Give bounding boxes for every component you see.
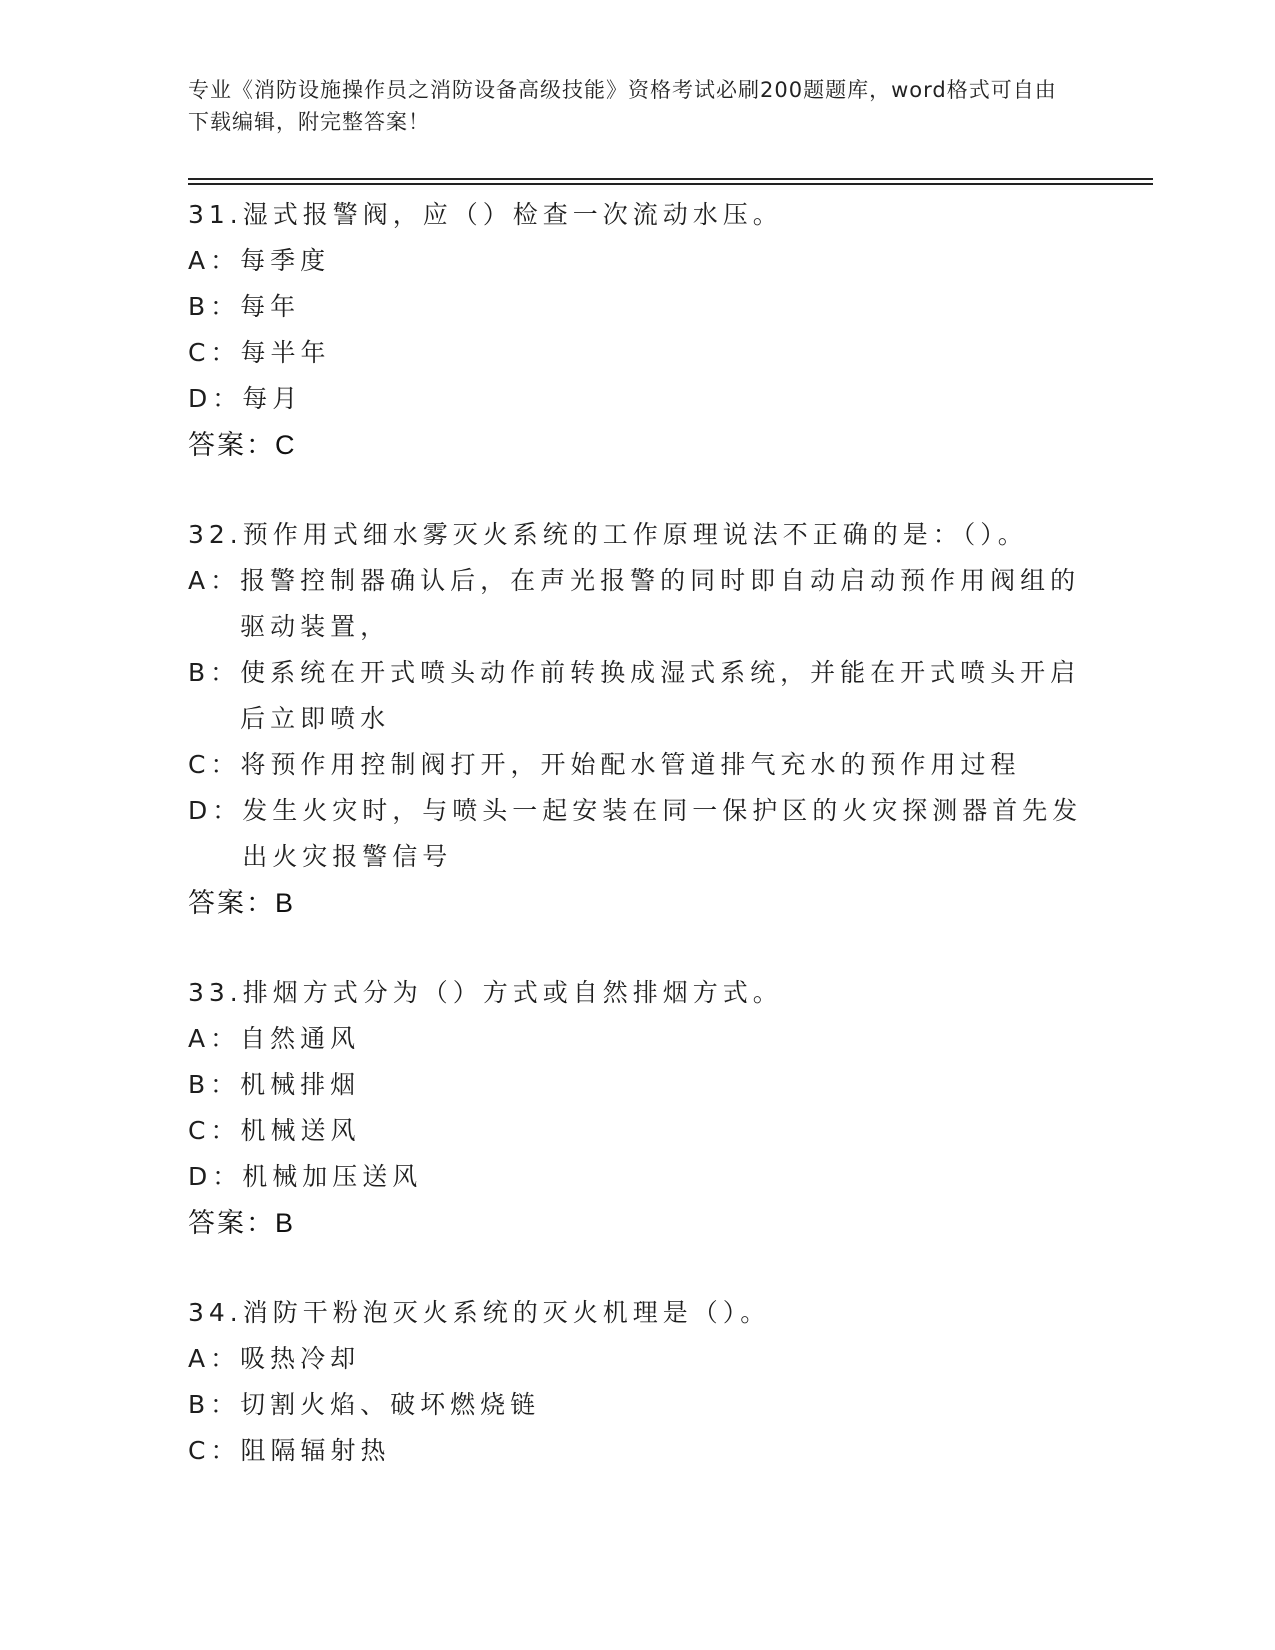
option-key: B： <box>188 1070 241 1099</box>
option-text: 阻隔辐射热 <box>240 1436 391 1465</box>
question-stem: 34.消防干粉泡灭火系统的灭火机理是（）。 <box>188 1298 771 1327</box>
option-text: 机械送风 <box>240 1116 361 1145</box>
option-a <box>188 1336 1088 1382</box>
question-stem: 31.湿式报警阀，应（）检查一次流动水压。 <box>188 200 783 229</box>
question-stem: 32.预作用式细水雾灭火系统的工作原理说法不正确的是：（）。 <box>188 520 1028 549</box>
option-key: C： <box>188 1116 241 1145</box>
option-a <box>188 238 1088 284</box>
option-key: B： <box>188 292 241 321</box>
option-text: 吸热冷却 <box>240 1344 361 1373</box>
option-key: C： <box>188 750 241 779</box>
option-d <box>188 788 1088 880</box>
option-text: 报警控制器确认后，在声光报警的同时即自动启动预作用阀组的驱动装置， <box>240 566 1081 641</box>
question-stem: 33.排烟方式分为（）方式或自然排烟方式。 <box>188 978 783 1007</box>
option-text: 发生火灾时，与喷头一起安装在同一保护区的火灾探测器首先发出火灾报警信号 <box>242 796 1083 871</box>
option-key: B： <box>188 658 241 687</box>
option-key: D： <box>188 1162 243 1191</box>
option-text: 机械排烟 <box>240 1070 361 1099</box>
option-text: 将预作用控制阀打开，开始配水管道排气充水的预作用过程 <box>240 750 1021 779</box>
option-text: 每年 <box>240 292 301 321</box>
option-b <box>188 1382 1088 1428</box>
option-text: 切割火焰、破坏燃烧链 <box>240 1390 541 1419</box>
option-key: C： <box>188 1436 241 1465</box>
question-34 <box>188 1290 1088 1474</box>
option-text: 自然通风 <box>240 1024 361 1053</box>
option-text: 使系统在开式喷头动作前转换成湿式系统，并能在开式喷头开启后立即喷水 <box>240 658 1081 733</box>
option-key: A： <box>188 246 241 275</box>
option-key: B： <box>188 1390 241 1419</box>
option-c <box>188 742 1088 788</box>
option-text: 每月 <box>242 384 303 413</box>
header-divider-bottom <box>188 183 1153 185</box>
option-key: A： <box>188 566 241 595</box>
option-text: 机械加压送风 <box>242 1162 423 1191</box>
question-list <box>188 192 1088 1518</box>
option-text: 每季度 <box>240 246 331 275</box>
option-d <box>188 1154 1088 1200</box>
option-b <box>188 650 1088 742</box>
document-header: 专业《消防设施操作员之消防设备高级技能》资格考试必刷200题题库，word格式可自由下载编辑，附完整答案！ <box>188 78 1057 134</box>
option-d <box>188 376 1088 422</box>
option-key: D： <box>188 384 243 413</box>
question-33 <box>188 970 1088 1246</box>
option-key: A： <box>188 1344 241 1373</box>
header-divider-top <box>188 178 1153 180</box>
option-a <box>188 558 1088 650</box>
option-b <box>188 284 1088 330</box>
option-c <box>188 1428 1088 1474</box>
option-b <box>188 1062 1088 1108</box>
option-a <box>188 1016 1088 1062</box>
option-key: C： <box>188 338 241 367</box>
option-key: A： <box>188 1024 241 1053</box>
option-key: D： <box>188 796 243 825</box>
answer-line: 答案：B <box>188 888 296 918</box>
question-32 <box>188 512 1088 926</box>
option-text: 每半年 <box>240 338 331 367</box>
option-c <box>188 1108 1088 1154</box>
question-31 <box>188 192 1088 468</box>
option-c <box>188 330 1088 376</box>
answer-line: 答案：B <box>188 1208 296 1238</box>
answer-line: 答案：C <box>188 430 297 460</box>
